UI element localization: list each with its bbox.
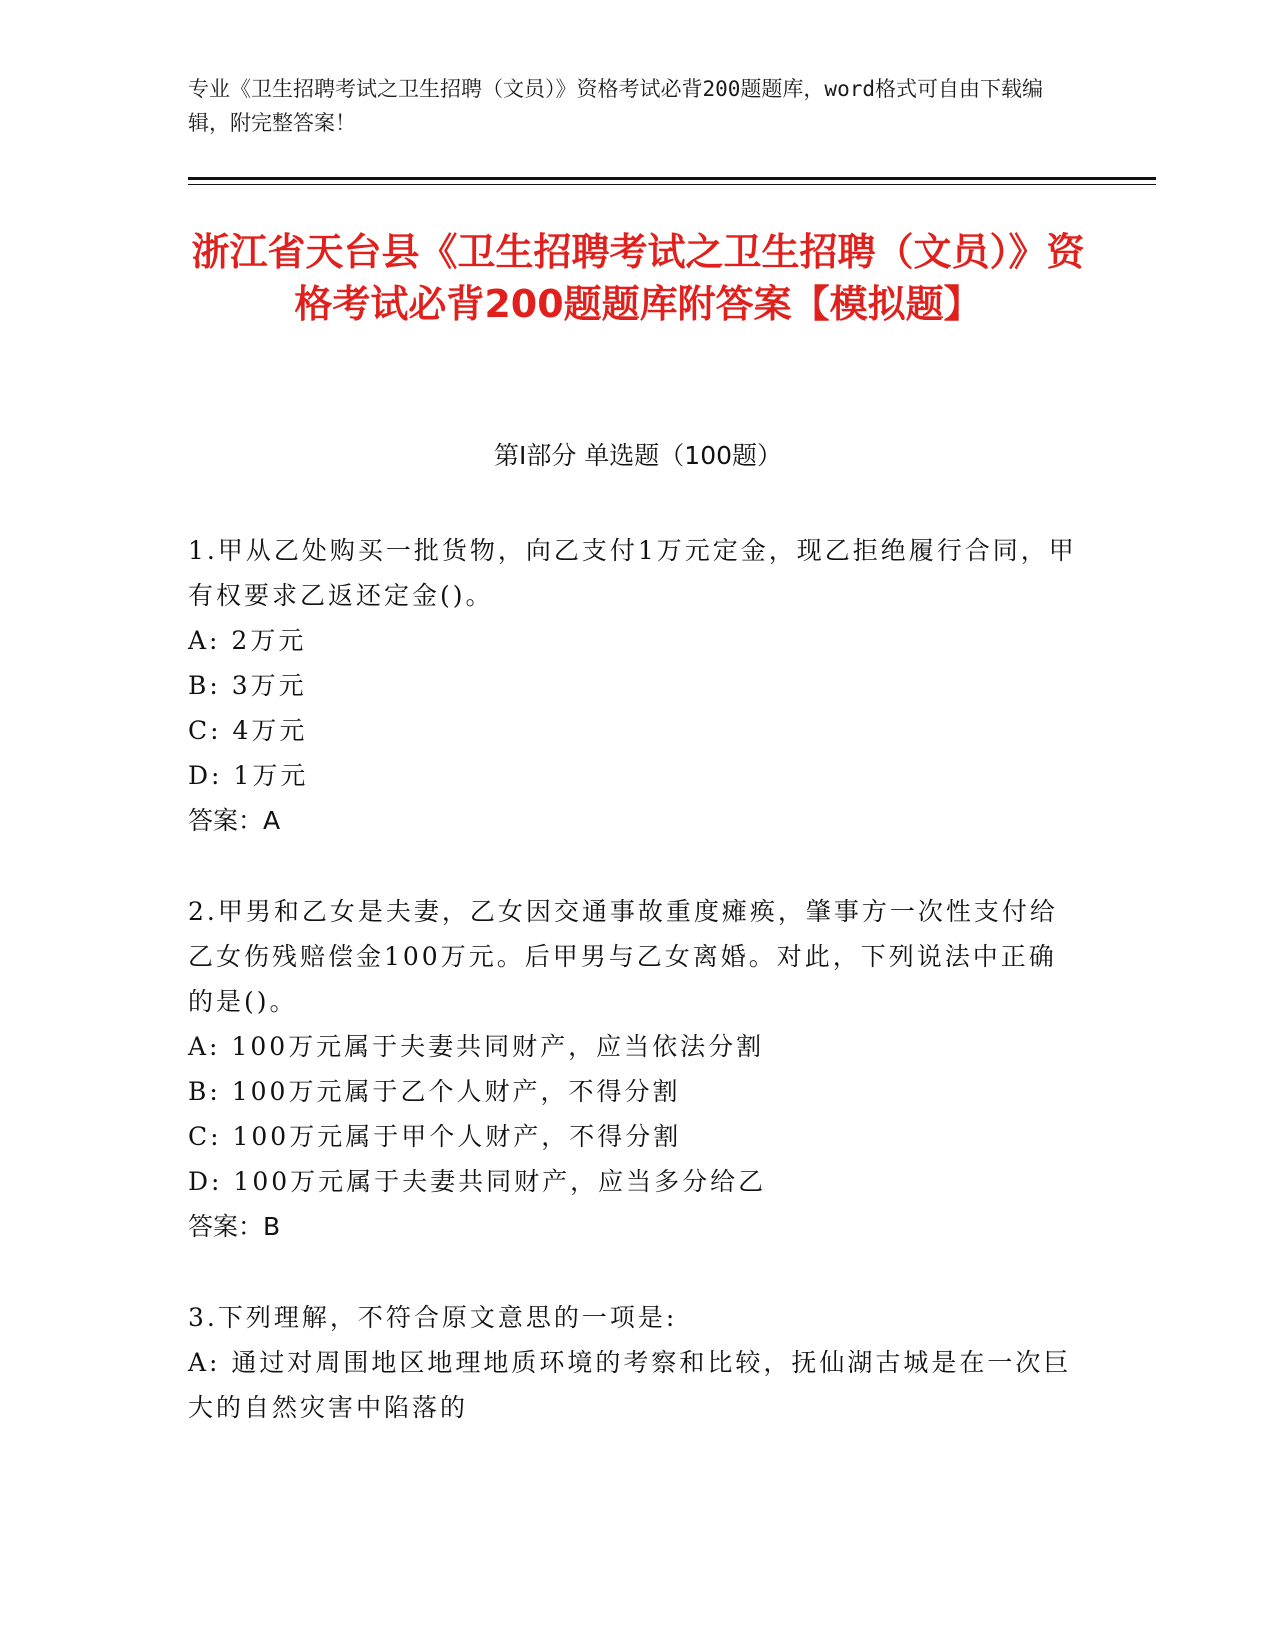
question-1	[188, 528, 1078, 843]
question-3	[188, 1295, 1078, 1430]
option-c: C: 100万元属于甲个人财产，不得分割	[188, 1122, 682, 1151]
header-divider-thick	[188, 177, 1156, 180]
document-title: 浙江省天台县《卫生招聘考试之卫生招聘（文员）》资格考试必背200题题库附答案【模拟题】	[191, 230, 1085, 326]
question-list	[188, 528, 1078, 1476]
question-stem: 3.下列理解，不符合原文意思的一项是:	[188, 1303, 678, 1332]
question-2	[188, 889, 1078, 1249]
answer: 答案：B	[188, 1212, 281, 1241]
option-a: A: 通过对周围地区地理地质环境的考察和比较，抚仙湖古城是在一次巨大的自然灾害中陷落的	[188, 1348, 1072, 1422]
option-d: D: 1万元	[188, 761, 309, 790]
option-a: A: 2万元	[188, 626, 307, 655]
option-b: B: 3万元	[188, 671, 307, 700]
header-divider-thin	[188, 184, 1156, 185]
answer: 答案：A	[188, 806, 281, 835]
question-stem: 1.甲从乙处购买一批货物，向乙支付1万元定金，现乙拒绝履行合同，甲有权要求乙返还定金()。	[188, 536, 1077, 610]
option-b: B: 100万元属于乙个人财产，不得分割	[188, 1077, 681, 1106]
header-note: 专业《卫生招聘考试之卫生招聘（文员）》资格考试必背200题题库，word格式可自由下载编辑，附完整答案！	[188, 77, 1043, 135]
option-c: C: 4万元	[188, 716, 308, 745]
section-title: 第Ⅰ部分 单选题（100题）	[493, 441, 783, 470]
option-a: A: 100万元属于夫妻共同财产，应当依法分割	[188, 1032, 765, 1061]
option-d: D: 100万元属于夫妻共同财产，应当多分给乙	[188, 1167, 767, 1196]
question-stem: 2.甲男和乙女是夫妻，乙女因交通事故重度瘫痪，肇事方一次性支付给乙女伤残赔偿金100万元。后甲男与乙女离婚。对此，下列说法中正确的是()。	[188, 897, 1058, 1016]
